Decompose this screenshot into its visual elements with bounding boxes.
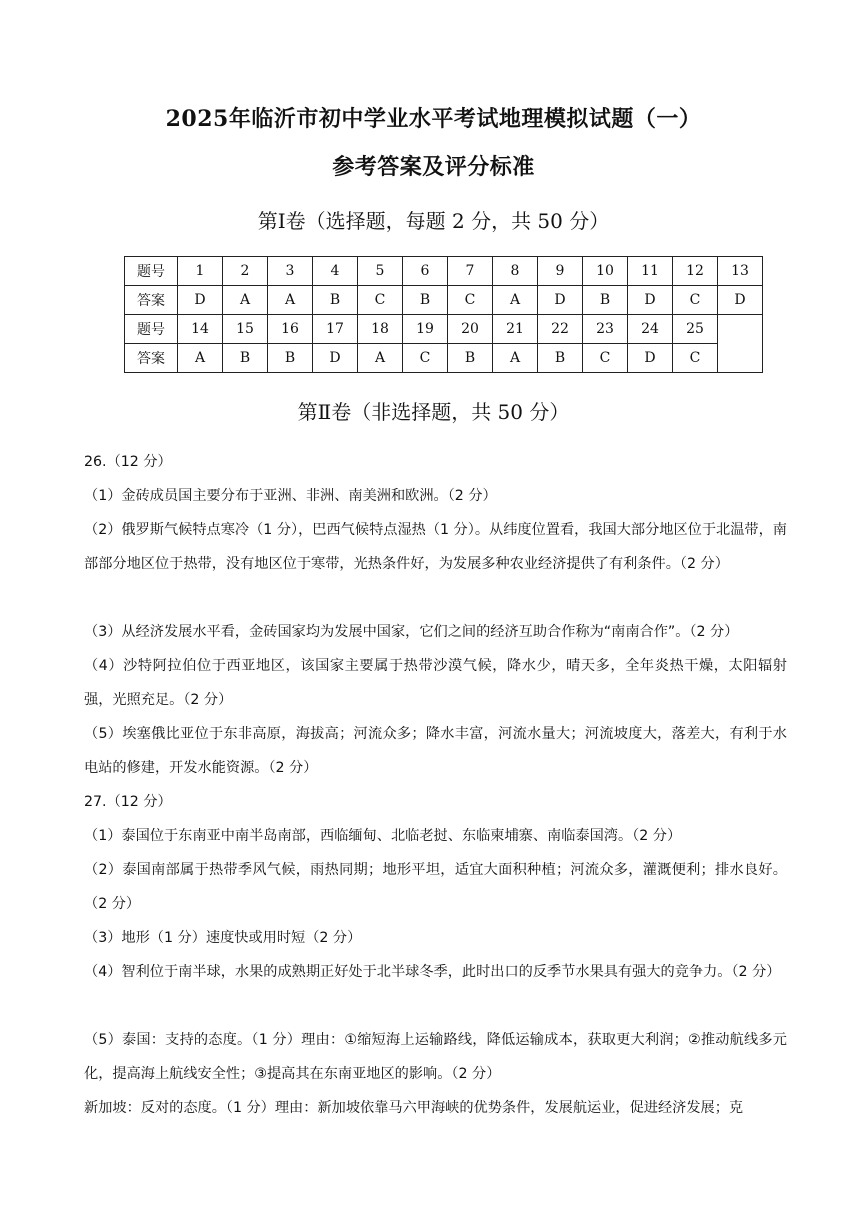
- answer-cell: D: [628, 344, 673, 373]
- answer-27-2: （2）泰国南部属于热带季风气候，雨热同期；地形平坦，适宜大面积种植；河流众多，灌溉便利；排水良好。（2 分）: [84, 862, 787, 912]
- answer-cell: A: [178, 344, 223, 373]
- answer-cell: D: [538, 286, 583, 315]
- question-number: 21: [493, 315, 538, 344]
- answer-cell: A: [268, 286, 313, 315]
- answer-27-5-singapore: 新加坡：反对的态度。（1 分）理由：新加坡依靠马六甲海峡的优势条件，发展航运业，促进经济发展；克: [84, 1100, 744, 1116]
- answer-cell: B: [268, 344, 313, 373]
- answer-cell: D: [313, 344, 358, 373]
- answer-cell: B: [403, 286, 448, 315]
- answer-cell: C: [358, 286, 403, 315]
- question-number: 13: [718, 257, 763, 286]
- answer-cell: C: [673, 344, 718, 373]
- question-number: 5: [358, 257, 403, 286]
- answer-27-4: （4）智利位于南半球，水果的成熟期正好处于北半球冬季，此时出口的反季节水果具有强大的竞争力。（2 分）: [84, 964, 781, 980]
- answer-cell: B: [448, 344, 493, 373]
- answer-cell: C: [583, 344, 628, 373]
- question-27-heading: 27.（12 分）: [84, 794, 172, 810]
- question-number: 16: [268, 315, 313, 344]
- row-label: 题号: [125, 257, 178, 286]
- question-number: 7: [448, 257, 493, 286]
- answer-cell: A: [493, 344, 538, 373]
- answer-cell: A: [358, 344, 403, 373]
- answer-cell: D: [628, 286, 673, 315]
- answer-cell: A: [493, 286, 538, 315]
- question-number: 24: [628, 315, 673, 344]
- row-label: 题号: [125, 315, 178, 344]
- answer-cell: B: [223, 344, 268, 373]
- answer-table: [124, 256, 763, 373]
- question-number: 25: [673, 315, 718, 344]
- answer-cell: B: [538, 344, 583, 373]
- question-number: 9: [538, 257, 583, 286]
- document-title: 2025年临沂市初中学业水平考试地理模拟试题（一）: [165, 106, 702, 132]
- table-row: [125, 257, 763, 286]
- question-number: 4: [313, 257, 358, 286]
- document-subtitle: 参考答案及评分标准: [332, 154, 535, 180]
- answer-26-4: （4）沙特阿拉伯位于西亚地区，该国家主要属于热带沙漠气候，降水少，晴天多，全年炎热干燥，太阳辐射强，光照充足。（2 分）: [84, 658, 787, 708]
- answer-cell: A: [223, 286, 268, 315]
- question-26-heading: 26.（12 分）: [84, 454, 172, 470]
- question-number: 22: [538, 315, 583, 344]
- answer-27-3: （3）地形（1 分）速度快或用时短（2 分）: [84, 930, 362, 946]
- answer-27-1: （1）泰国位于东南亚中南半岛南部，西临缅甸、北临老挝、东临柬埔寨、南临泰国湾。（2 分）: [84, 828, 682, 844]
- question-number: 23: [583, 315, 628, 344]
- question-number: 17: [313, 315, 358, 344]
- answer-26-2: （2）俄罗斯气候特点寒冷（1 分），巴西气候特点湿热（1 分）。从纬度位置看，我国大部分地区位于北温带，南部部分地区位于热带，没有地区位于寒带，光热条件好，为发展多种农业经济提供了有利条件。（2 分）: [84, 522, 787, 572]
- question-number: 12: [673, 257, 718, 286]
- section-2-title: 第Ⅱ卷（非选择题，共 50 分）: [297, 400, 570, 424]
- row-label: 答案: [125, 286, 178, 315]
- question-number: 1: [178, 257, 223, 286]
- question-number: 19: [403, 315, 448, 344]
- answer-cell: C: [673, 286, 718, 315]
- answer-cell: B: [583, 286, 628, 315]
- question-number: 10: [583, 257, 628, 286]
- answer-cell: D: [178, 286, 223, 315]
- question-number: 18: [358, 315, 403, 344]
- answer-26-1: （1）金砖成员国主要分布于亚洲、非洲、南美洲和欧洲。（2 分）: [84, 488, 497, 504]
- answer-cell: D: [718, 286, 763, 315]
- question-number: 2: [223, 257, 268, 286]
- question-number: 3: [268, 257, 313, 286]
- question-number: 8: [493, 257, 538, 286]
- answer-27-5: （5）泰国：支持的态度。（1 分）理由：①缩短海上运输路线，降低运输成本，获取更大利润；②推动航线多元化，提高海上航线安全性；③提高其在东南亚地区的影响。（2 分）: [84, 1032, 787, 1082]
- answer-cell: C: [448, 286, 493, 315]
- table-row: [125, 344, 763, 373]
- question-number: 11: [628, 257, 673, 286]
- question-number: 15: [223, 315, 268, 344]
- row-label: 答案: [125, 344, 178, 373]
- section-1-title: 第Ⅰ卷（选择题，每题 2 分，共 50 分）: [257, 209, 610, 233]
- question-number: 6: [403, 257, 448, 286]
- table-row: [125, 286, 763, 315]
- empty-cell: [718, 315, 763, 373]
- answer-26-3: （3）从经济发展水平看，金砖国家均为发展中国家，它们之间的经济互助合作称为“南南合作”。（2 分）: [84, 624, 739, 640]
- answer-26-5: （5）埃塞俄比亚位于东非高原，海拔高；河流众多；降水丰富，河流水量大；河流坡度大，落差大，有利于水电站的修建，开发水能资源。（2 分）: [84, 726, 787, 776]
- question-number: 14: [178, 315, 223, 344]
- answer-cell: B: [313, 286, 358, 315]
- question-number: 20: [448, 315, 493, 344]
- table-row: [125, 315, 763, 344]
- answer-cell: C: [403, 344, 448, 373]
